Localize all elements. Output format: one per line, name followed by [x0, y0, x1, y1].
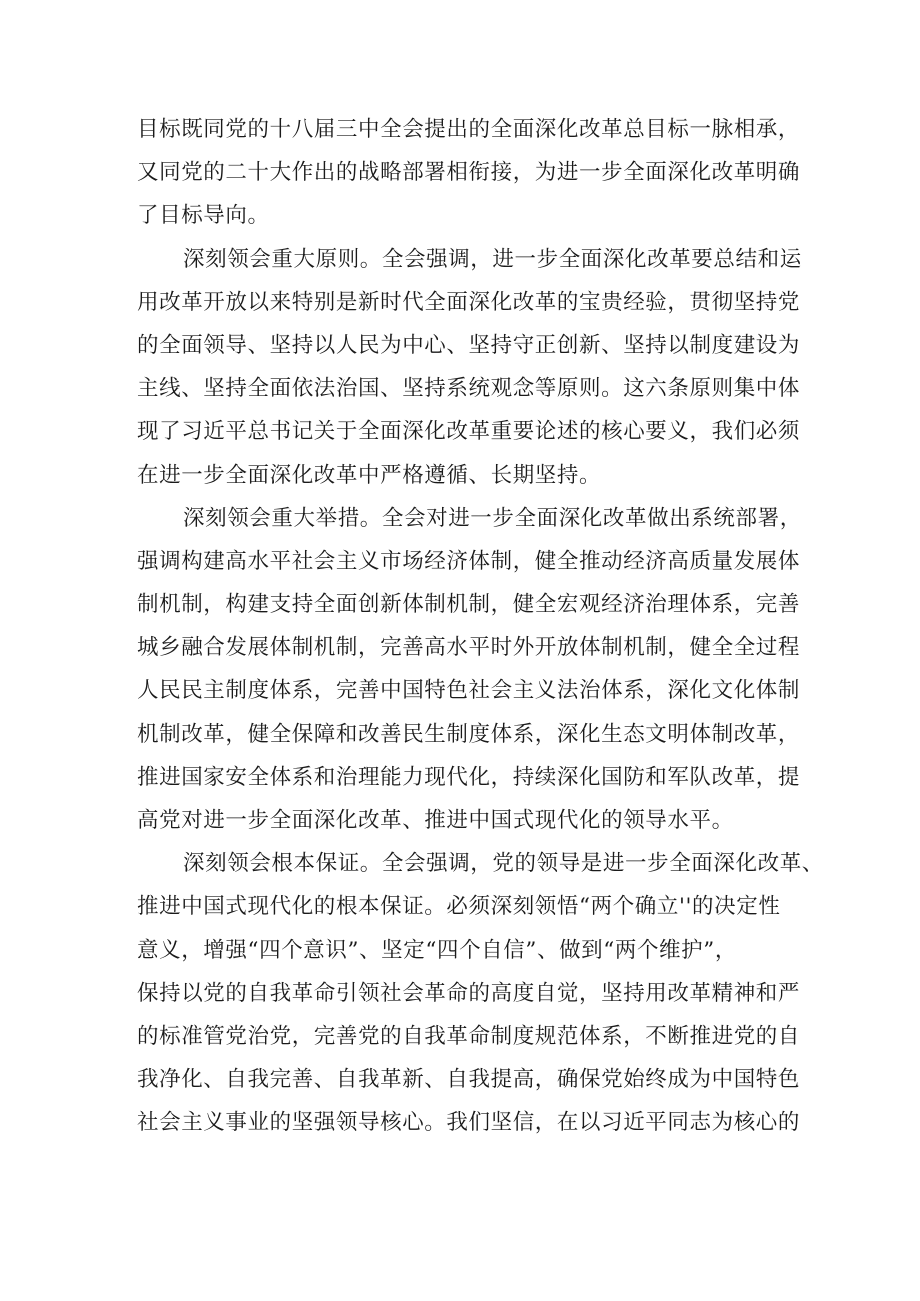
text-line: 城乡融合发展体制机制，完善高水平时外开放体制机制，健全全过程	[137, 635, 801, 661]
text-line: 目标既同党的十八届三中全会提出的全面深化改革总目标一脉相承，	[137, 117, 801, 142]
text-line: 高党对进一步全面深化改革、推进中国式现代化的领导水平。	[137, 808, 734, 833]
text-line: 推进中国式现代化的根本保证。必须深刻领悟“两个确立''的决定性	[137, 894, 781, 920]
text-line: 制机制，构建支持全面创新体制机制，健全宏观经济治理体系，完善	[137, 592, 801, 618]
text-line: 深刻领会重大原则。全会强调，进一步全面深化改革要总结和运	[183, 246, 802, 272]
text-line: 在进一步全面深化改革中严格遵循、长期坚持。	[137, 462, 602, 488]
text-line: 用改革开放以来特别是新时代全面深化改革的宝贵经验，贯彻坚持党	[137, 289, 801, 315]
text-line: 社会主义事业的坚强领导核心。我们坚信，在以习近平同志为核心的	[137, 1110, 801, 1136]
document-body	[137, 108, 824, 1145]
paragraph-fundamental-guarantee	[137, 842, 824, 1144]
text-line: 我净化、自我完善、自我革新、自我提高，确保党始终成为中国特色	[137, 1067, 801, 1093]
text-line: 意义，增强“四个意识”、坚定“四个自信”、做到“两个维护”，	[137, 937, 737, 963]
text-line: 保持以党的自我革命引领社会革命的高度自觉，坚持用改革精神和严	[137, 980, 801, 1006]
text-line: 深刻领会重大举措。全会对进一步全面深化改革做出系统部署，	[183, 505, 802, 531]
text-line: 深刻领会根本保证。全会强调，党的领导是进一步全面深化改革、	[183, 851, 824, 877]
text-line: 机制改革，健全保障和改善民生制度体系，深化生态文明体制改革，	[137, 721, 801, 747]
text-line: 的标准管党治党，完善党的自我革命制度规范体系，不断推进党的自	[137, 1023, 801, 1049]
paragraph-goal-continuation	[137, 108, 801, 238]
text-line: 推进国家安全体系和治理能力现代化，持续深化国防和军队改革，提	[137, 764, 801, 790]
text-line: 又同党的二十大作出的战略部署相衔接，为进一步全面深化改革明确	[137, 160, 801, 186]
text-line: 强调构建高水平社会主义市场经济体制，健全推动经济高质量发展体	[137, 548, 801, 574]
paragraph-major-measures	[137, 497, 802, 843]
text-line: 人民民主制度体系，完善中国特色社会主义法治体系，深化文化体制	[137, 678, 801, 704]
text-line: 现了习近平总书记关于全面深化改革重要论述的核心要义，我们必须	[137, 419, 801, 445]
text-line: 了目标导向。	[137, 203, 270, 229]
paragraph-major-principles	[137, 238, 802, 497]
text-line: 主线、坚持全面依法治国、坚持系统观念等原则。这六条原则集中体	[137, 376, 801, 402]
text-line: 的全面领导、坚持以人民为中心、坚持守正创新、坚持以制度建设为	[137, 332, 801, 358]
